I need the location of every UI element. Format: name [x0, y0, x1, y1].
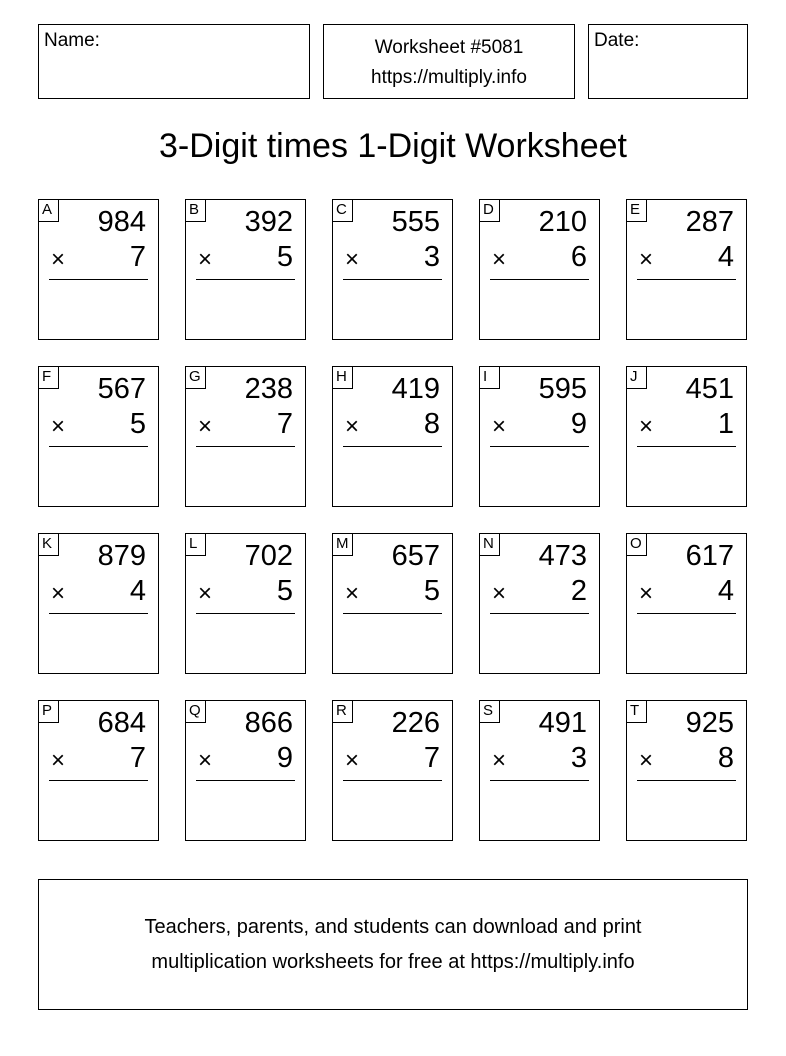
problem-label: S [480, 701, 500, 723]
problem-card-j[interactable] [626, 366, 747, 507]
problem-label: B [186, 200, 206, 222]
problem-label: L [186, 534, 206, 556]
problem-card-l[interactable] [185, 533, 306, 674]
answer-line [637, 446, 736, 447]
multiplicand: 491 [538, 707, 587, 739]
problem-card-d[interactable] [479, 199, 600, 340]
multiply-sign-icon: × [345, 413, 360, 440]
problem-label: Q [186, 701, 206, 723]
problem-card-h[interactable] [332, 366, 453, 507]
problem-label: G [186, 367, 206, 389]
footer-box [38, 879, 748, 1010]
multiplicand: 595 [538, 373, 587, 405]
answer-line [343, 446, 442, 447]
multiplicand: 451 [685, 373, 734, 405]
problem-label: D [480, 200, 500, 222]
problem-label: K [39, 534, 59, 556]
multiply-sign-icon: × [51, 246, 66, 273]
multiplicand: 567 [97, 373, 146, 405]
answer-line [49, 446, 148, 447]
multiplier: 6 [570, 241, 587, 273]
multiplicand: 657 [391, 540, 440, 572]
multiplier: 7 [276, 408, 293, 440]
problem-label: C [333, 200, 353, 222]
answer-line [196, 780, 295, 781]
problem-label: E [627, 200, 647, 222]
answer-line [49, 613, 148, 614]
problem-label: P [39, 701, 59, 723]
answer-line [490, 613, 589, 614]
problem-card-o[interactable] [626, 533, 747, 674]
problem-card-g[interactable] [185, 366, 306, 507]
multiplier: 5 [276, 575, 293, 607]
multiplier: 3 [570, 742, 587, 774]
multiplier: 5 [129, 408, 146, 440]
answer-line [490, 279, 589, 280]
multiplicand: 617 [685, 540, 734, 572]
multiply-sign-icon: × [345, 246, 360, 273]
answer-line [196, 446, 295, 447]
problem-card-e[interactable] [626, 199, 747, 340]
multiply-sign-icon: × [51, 413, 66, 440]
multiplier: 4 [129, 575, 146, 607]
multiply-sign-icon: × [51, 580, 66, 607]
multiplier: 7 [129, 742, 146, 774]
date-label: Date: [594, 30, 640, 51]
multiplier: 4 [717, 575, 734, 607]
multiplicand: 238 [244, 373, 293, 405]
problem-card-m[interactable] [332, 533, 453, 674]
problem-label: N [480, 534, 500, 556]
multiplicand: 702 [244, 540, 293, 572]
problem-label: R [333, 701, 353, 723]
multiplicand: 984 [97, 206, 146, 238]
problem-card-n[interactable] [479, 533, 600, 674]
problem-card-s[interactable] [479, 700, 600, 841]
multiplier: 1 [717, 408, 734, 440]
multiplicand: 925 [685, 707, 734, 739]
footer-line-2: multiplication worksheets for free at https://multiply.info [151, 951, 635, 973]
problem-label: J [627, 367, 647, 389]
multiplier: 7 [423, 742, 440, 774]
multiplicand: 684 [97, 707, 146, 739]
multiplicand: 419 [391, 373, 440, 405]
answer-line [490, 780, 589, 781]
answer-line [637, 279, 736, 280]
multiply-sign-icon: × [492, 747, 507, 774]
multiply-sign-icon: × [492, 246, 507, 273]
multiplicand: 879 [97, 540, 146, 572]
name-label: Name: [44, 30, 100, 51]
problem-card-b[interactable] [185, 199, 306, 340]
multiply-sign-icon: × [345, 580, 360, 607]
problem-card-i[interactable] [479, 366, 600, 507]
problem-label: O [627, 534, 647, 556]
problem-label: F [39, 367, 59, 389]
worksheet-number: Worksheet #5081 [374, 37, 524, 58]
multiplicand: 226 [391, 707, 440, 739]
answer-line [637, 613, 736, 614]
answer-line [196, 613, 295, 614]
problem-card-q[interactable] [185, 700, 306, 841]
multiplier: 9 [276, 742, 293, 774]
multiplier: 3 [423, 241, 440, 273]
multiply-sign-icon: × [345, 747, 360, 774]
multiply-sign-icon: × [639, 246, 654, 273]
name-field-box[interactable] [38, 24, 310, 99]
multiplier: 8 [423, 408, 440, 440]
answer-line [490, 446, 589, 447]
answer-line [343, 279, 442, 280]
answer-line [343, 613, 442, 614]
multiply-sign-icon: × [492, 580, 507, 607]
page-title: 3-Digit times 1-Digit Worksheet [159, 127, 627, 165]
multiply-sign-icon: × [198, 580, 213, 607]
problem-label: M [333, 534, 353, 556]
multiplier: 2 [570, 575, 587, 607]
multiplicand: 287 [685, 206, 734, 238]
footer-line-1: Teachers, parents, and students can download and print [144, 916, 642, 938]
multiply-sign-icon: × [639, 580, 654, 607]
worksheet-info-box [323, 24, 575, 99]
problem-card-f[interactable] [38, 366, 159, 507]
multiplier: 7 [129, 241, 146, 273]
multiply-sign-icon: × [639, 747, 654, 774]
multiplicand: 473 [538, 540, 587, 572]
answer-line [196, 279, 295, 280]
multiplicand: 866 [244, 707, 293, 739]
multiply-sign-icon: × [198, 413, 213, 440]
multiply-sign-icon: × [198, 246, 213, 273]
multiplicand: 555 [391, 206, 440, 238]
multiplier: 5 [276, 241, 293, 273]
date-field-box[interactable] [588, 24, 748, 99]
multiplier: 5 [423, 575, 440, 607]
problem-label: H [333, 367, 353, 389]
answer-line [49, 780, 148, 781]
answer-line [343, 780, 442, 781]
multiply-sign-icon: × [51, 747, 66, 774]
problem-label: A [39, 200, 59, 222]
multiply-sign-icon: × [198, 747, 213, 774]
worksheet-url: https://multiply.info [371, 67, 527, 88]
problem-label: T [627, 701, 647, 723]
problem-card-k[interactable] [38, 533, 159, 674]
multiplicand: 210 [538, 206, 587, 238]
multiply-sign-icon: × [492, 413, 507, 440]
problem-card-r[interactable] [332, 700, 453, 841]
multiplier: 4 [717, 241, 734, 273]
multiplier: 9 [570, 408, 587, 440]
problem-card-t[interactable] [626, 700, 747, 841]
problem-label: I [480, 367, 500, 389]
answer-line [49, 279, 148, 280]
problem-card-a[interactable] [38, 199, 159, 340]
answer-line [637, 780, 736, 781]
problem-card-p[interactable] [38, 700, 159, 841]
multiply-sign-icon: × [639, 413, 654, 440]
multiplicand: 392 [244, 206, 293, 238]
multiplier: 8 [717, 742, 734, 774]
problem-card-c[interactable] [332, 199, 453, 340]
